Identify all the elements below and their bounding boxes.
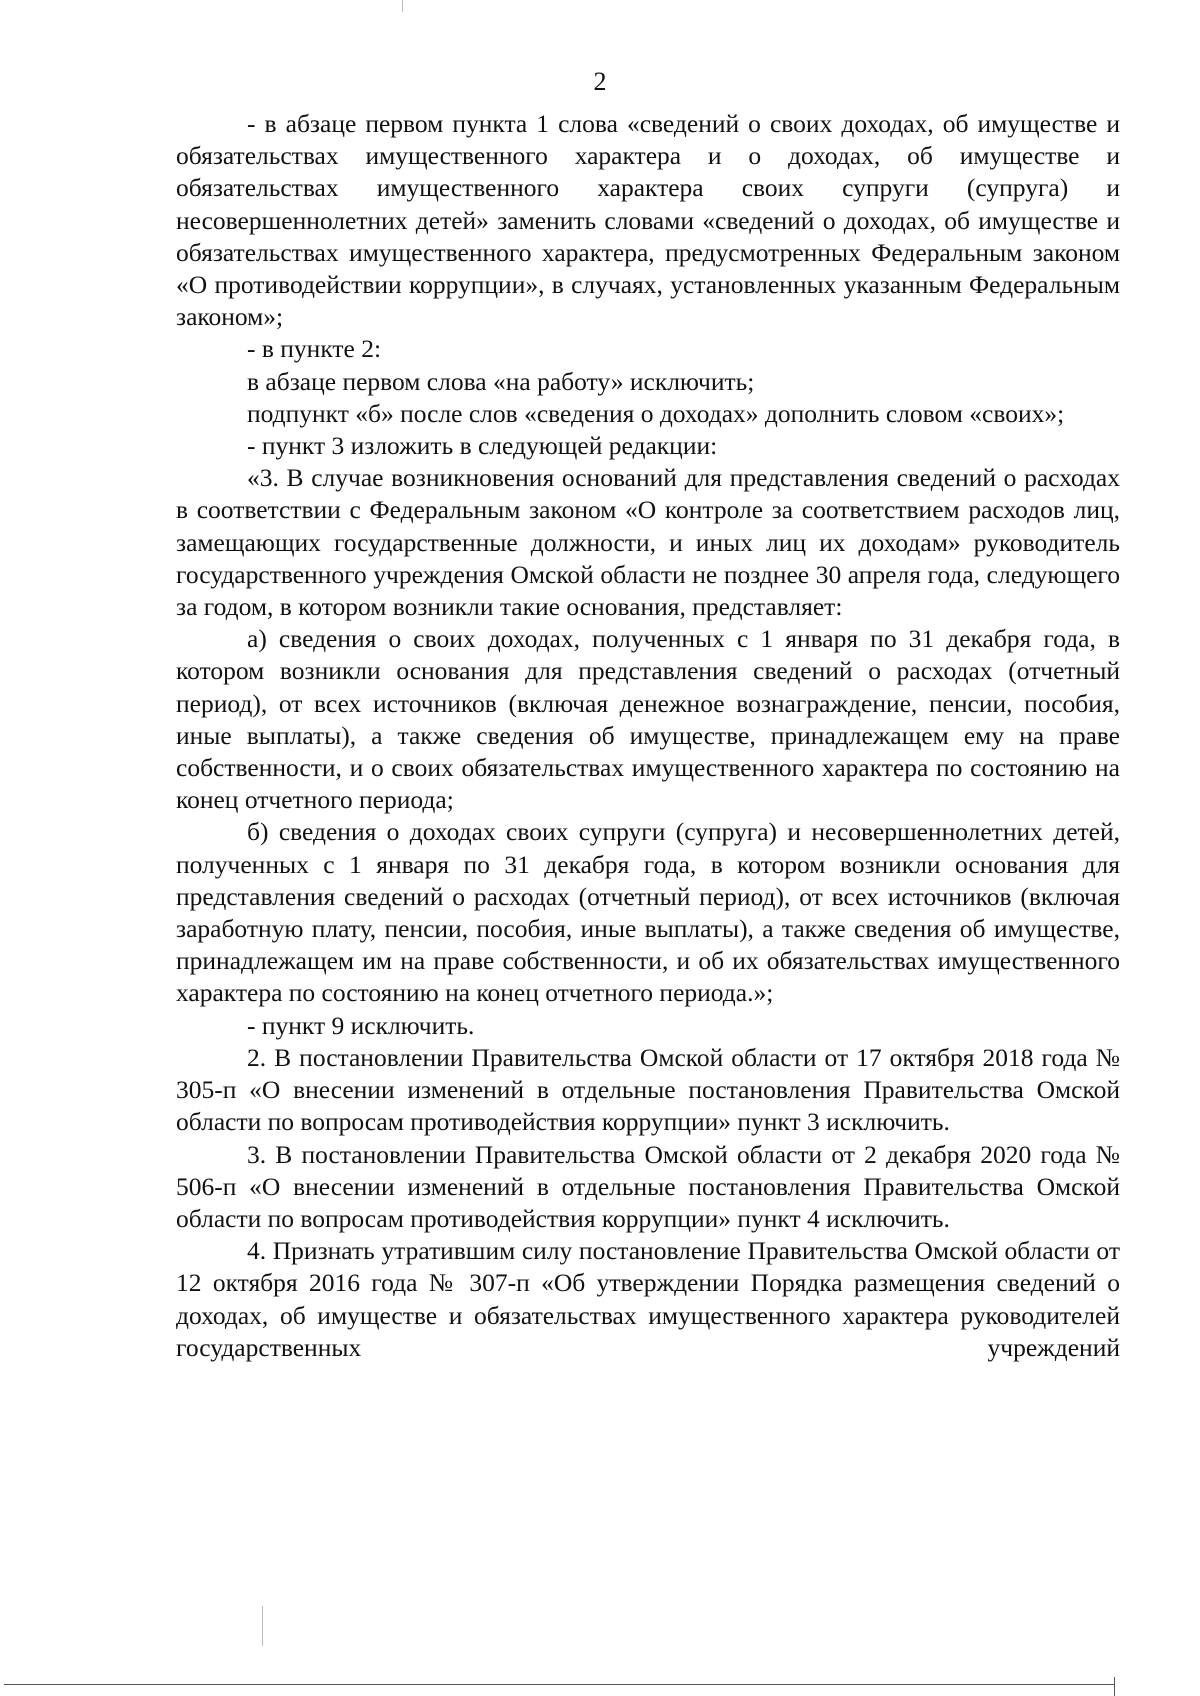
paragraph-item-4: 4. Признать утратившим силу постановление Правительства Омской области от 12 октября 2016 года № 307-п «Об утверждении Порядка размещения сведений о доходах, об имуществе и обязательствах имущественного характера руководителей государственных учреждений [176,1236,1120,1362]
scan-speck [402,0,403,12]
paragraph-subpoint-b-spouse: б) сведения о доходах своих супруги (супруга) и несовершеннолетних детей, полученных с 1 января по 31 декабря года, в котором возникли основания для представления сведений о расходах (отчетный период), от всех источников (включая заработную плату, пенсии, пособия, иные выплаты), а также сведения об имуществе, принадлежащем им на праве собственности, и об их обязательствах имущественного характера по состоянию на конец отчетного периода.»; [176,817,1120,1008]
paragraph-point-3-heading: - пункт 3 изложить в следующей редакции: [247,431,718,461]
document-body [176,108,1120,1364]
paragraph-amendment-point-1: - в абзаце первом пункта 1 слова «сведений о своих доходах, об имуществе и обязательствах имущественного характера и о доходах, об имуществе и обязательствах имущественного характера своих супруги (супруга) и несовершеннолетних детей» заменить словами «сведений о доходах, об имуществе и обязательствах имущественного характера, предусмотренных Федеральным законом «О противодействии коррупции», в случаях, установленных указанным Федеральным законом»; [176,109,1120,332]
paragraph-item-3: 3. В постановлении Правительства Омской области от 2 декабря 2020 года № 506-п «О внесении изменений в отдельные постановления Правительства Омской области по вопросам противодействия коррупции» пункт 4 исключить. [176,1139,1120,1233]
paragraph-point-2-heading: - в пункте 2: [247,334,382,364]
paragraph-point-2-first-abzac: в абзаце первом слова «на работу» исключить; [247,366,755,396]
paragraph-point-9-excluded: - пункт 9 исключить. [247,1010,475,1040]
scan-edge-tick [1114,1677,1115,1696]
paragraph-subpoint-b: подпункт «б» после слов «сведения о доходах» дополнить словом «своих»; [247,398,1065,428]
scan-speck [262,1606,263,1646]
page-number: 2 [593,67,607,96]
scan-bottom-edge [4,1684,1114,1685]
paragraph-new-point-3: «3. В случае возникновения оснований для представления сведений о расходах в соответствии с Федеральным законом «О контроле за соответствием расходов лиц, замещающих государственные должности, и иных лиц их доходам» руководитель государственного учреждения Омской области не позднее 30 апреля года, следующего за годом, в котором возникли такие основания, представляет: [176,463,1120,622]
paragraph-item-2: 2. В постановлении Правительства Омской области от 17 октября 2018 года № 305-п «О внесении изменений в отдельные постановления Правительства Омской области по вопросам противодействия коррупции» пункт 3 исключить. [176,1042,1120,1137]
paragraph-subpoint-a: а) сведения о своих доходах, полученных с 1 января по 31 декабря года, в котором возникли основания для представления сведений о расходах (отчетный период), от всех источников (включая денежное вознаграждение, пенсии, пособия, иные выплаты), а также сведения об имуществе, принадлежащем ему на праве собственности, и о своих обязательствах имущественного характера по состоянию на конец отчетного периода; [176,624,1120,815]
